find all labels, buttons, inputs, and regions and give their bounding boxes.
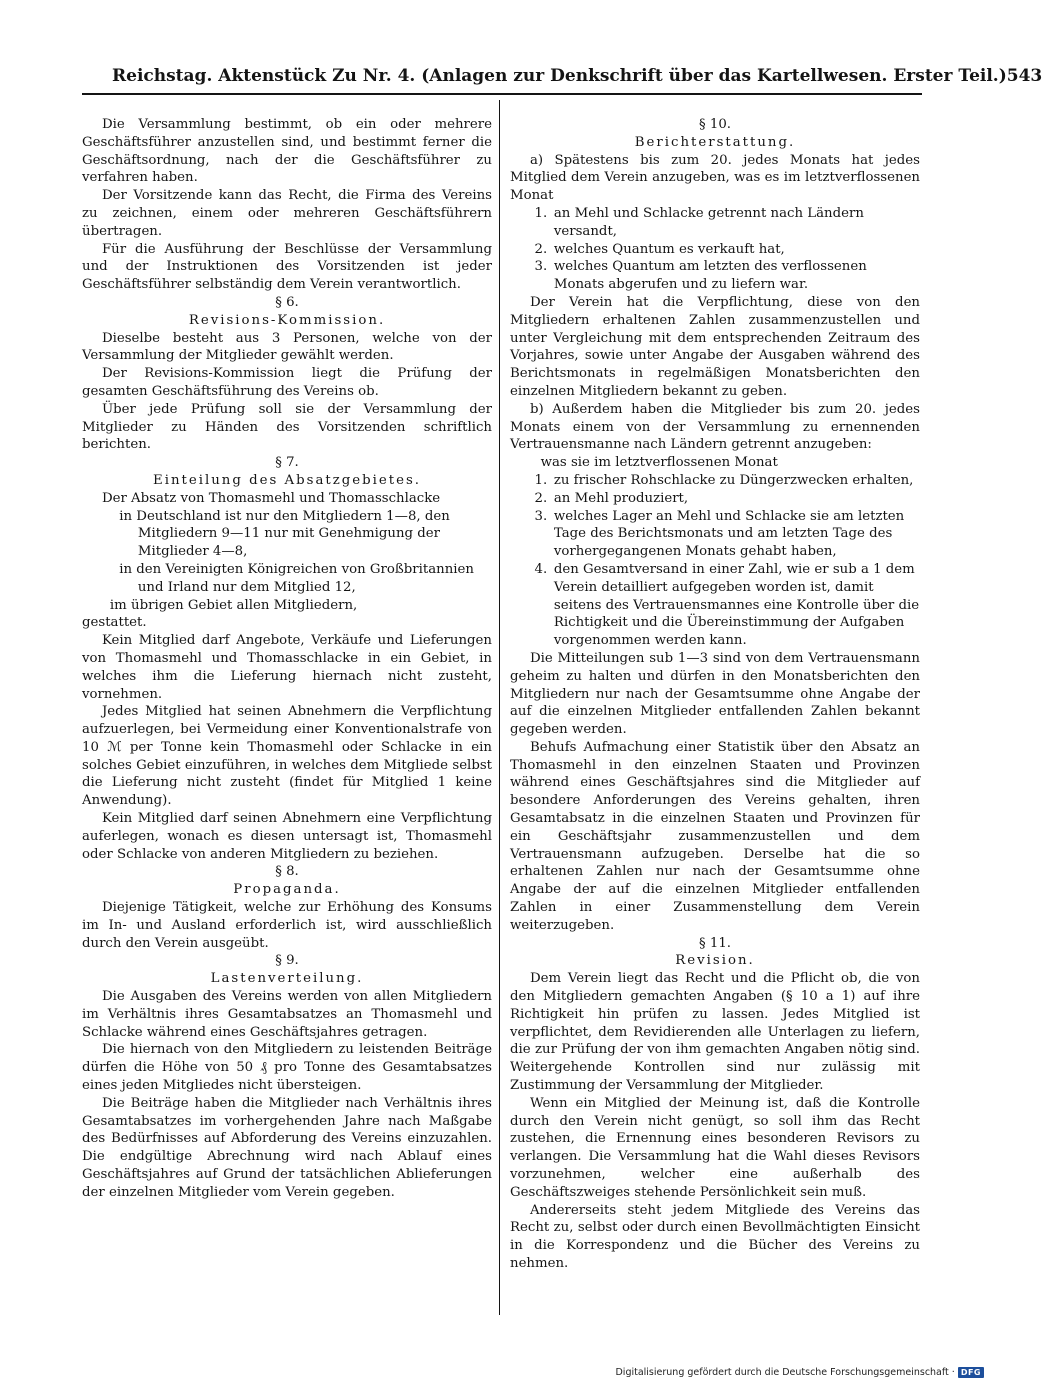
territory-item: im übrigen Gebiet allen Mitgliedern, <box>109 597 358 613</box>
paragraph: Der Vorsitzende kann das Recht, die Firma des Vereins zu zeichnen, einem oder mehreren Geschäftsführern übertragen. <box>82 188 492 239</box>
section-number: § 8. <box>275 864 299 880</box>
section-number: § 9. <box>275 953 299 969</box>
territory-item: in Deutschland ist nur den Mitgliedern 1—8, den <box>119 508 450 524</box>
section-number: § 10. <box>698 117 732 132</box>
paragraph: Wenn ein Mitglied der Meinung ist, daß die Kontrolle durch den Verein nicht genügt, so soll ihm das Recht zustehen, die Ernennung eines besonderen Revisors zu verlangen. Die Versammlung hat die Wahl dieses Revisors vorzunehmen, welcher eine außerhalb des Geschäftszweiges stehende Persönlichkeit sein muß. <box>510 1095 920 1200</box>
digitization-credit <box>615 1367 984 1378</box>
list-item: 3. welches Quantum am letzten des verflossenen Monats abgerufen und zu liefern war. <box>534 259 867 293</box>
section-number: § 11. <box>698 935 732 951</box>
running-title: Reichstag. Aktenstück Zu Nr. 4. (Anlagen zur Denkschrift über das Kartellwesen. Erster Teil.) <box>112 66 1007 86</box>
paragraph: Behufs Aufmachung einer Statistik über den Absatz an Thomasmehl in den einzelnen Staaten und Provinzen während eines Geschäftsjahres sind die Mitglieder auf besondere Anforderungen des Vereins gehalten, ihren Gesamtabsatz in die einzelnen Staaten und Provinzen für ein Geschäftsjahr zusammenzustellen und dem Vertrauensmann aufzugeben. Derselbe hat die so erhaltenen Zahlen nur nach der Gesamtsumme ohne Angabe der auf die einzelnen Mitglieder entfallenden Zahlen in einer Zusammenstellung dem Verein weiterzugeben. <box>510 739 920 933</box>
list-item: 1. zu frischer Rohschlacke zu Düngerzwecken erhalten, <box>534 472 914 488</box>
section-title: Lastenverteilung. <box>210 971 364 987</box>
paragraph: Dieselbe besteht aus 3 Personen, welche von der Versammlung der Mitglieder gewählt werden. <box>82 330 492 364</box>
column-divider <box>499 100 500 1315</box>
paragraph: Kein Mitglied darf seinen Abnehmern eine Verpflichtung auferlegen, wonach es diesen untersagt ist, Thomasmehl oder Schlacke von anderen Mitgliedern zu beziehen. <box>82 811 492 862</box>
list-item: 4. den Gesamtversand in einer Zahl, wie er sub a 1 dem Verein detailliert aufgegeben worden ist, damit seitens des Vertrauensmannes eine Kontrolle über die Richtigkeit und die Übereinstimmung der Aufgaben vorgenommen werden kann. <box>534 561 920 649</box>
paragraph: Der Revisions-Kommission liegt die Prüfung der gesamten Geschäftsführung des Vereins ob. <box>82 366 492 399</box>
paragraph: Diejenige Tätigkeit, welche zur Erhöhung des Konsums im In- und Ausland erforderlich ist, wird ausschließlich durch den Verein ausgeübt. <box>82 900 492 951</box>
report-list-b <box>510 472 920 650</box>
paragraph: Der Absatz von Thomasmehl und Thomasschlacke <box>101 490 441 506</box>
section-title: Revisions-Kommission. <box>188 312 386 328</box>
paragraph: Jedes Mitglied hat seinen Abnehmern die Verpflichtung aufzuerlegen, bei Vermeidung einer Konventionalstrafe von 10 ℳ per Tonne kein Thomasmehl oder Schlacke in ein solches Gebiet einzuführen, in welches dem Mitgliede selbst die Lieferung nicht zusteht (findet für Mitglied 1 keine Anwendung). <box>82 704 492 809</box>
paragraph: Dem Verein liegt das Recht und die Pflicht ob, die von den Mitgliedern gemachten Angaben (§ 10 a 1) auf ihre Richtigkeit hin prüfen zu lassen. Jedes Mitglied ist verpflichtet, dem Revidierenden alle Unterlagen zu liefern, die zur Prüfung der von ihm gemachten Angaben nötig sind. Weitergehende Kontrollen sind nur zulässig mit Zustimmung der Versammlung der Mitglieder. <box>510 971 920 1094</box>
territory-item-continued: und Irland nur dem Mitglied 12, <box>137 579 356 595</box>
paragraph: gestattet. <box>82 615 147 631</box>
paragraph: Die Mitteilungen sub 1—3 sind von dem Vertrauensmann geheim zu halten und dürfen in den Monatsberichten den Mitgliedern nur nach der Gesamtsumme ohne Angabe der auf die einzelnen Mitglieder entfallenden Zahlen bekannt gegeben werden. <box>510 650 920 738</box>
left-column <box>82 116 492 1202</box>
paragraph: Der Verein hat die Verpflichtung, diese von den Mitgliedern erhaltenen Zahlen zusammenzustellen und unter Vergleichung mit dem entsprechenden Zeitraum des Vorjahres, sowie unter Angabe der Ausgaben während des Berichtsmonats in regelmäßigen Monatsberichten den einzelnen Mitgliedern bekannt zu geben. <box>510 294 920 399</box>
list-item: 2. welches Quantum es verkauft hat, <box>534 241 785 257</box>
paragraph: was sie im letztverflossenen Monat <box>540 455 778 471</box>
section-title: Einteilung des Absatzgebietes. <box>152 472 422 488</box>
paragraph: a) Spätestens bis zum 20. jedes Monats hat jedes Mitglied dem Verein anzugeben, was es im letztverflossenen Monat <box>510 152 920 204</box>
paragraph: Andererseits steht jedem Mitgliede des Vereins das Recht zu, selbst oder durch einen Bevollmächtigten Einsicht in die Korrespondenz und die Bücher des Vereins zu nehmen. <box>510 1202 920 1271</box>
paragraph: Über jede Prüfung soll sie der Versammlung der Mitglieder zu Händen des Vorsitzenden schriftlich berichten. <box>82 401 492 453</box>
paragraph: Für die Ausführung der Beschlüsse der Versammlung und der Instruktionen des Vorsitzenden ist jeder Geschäftsführer selbständig dem Verein verantwortlich. <box>82 241 492 293</box>
paragraph: Kein Mitglied darf Angebote, Verkäufe und Lieferungen von Thomasmehl und Thomasschlacke in ein Gebiet, in welches ihm die Lieferung hiernach nicht zusteht, vornehmen. <box>82 633 492 702</box>
list-item: 2. an Mehl produziert, <box>534 490 689 506</box>
section-number: § 6. <box>275 294 299 310</box>
dfg-logo-icon: DFG <box>958 1367 984 1378</box>
paragraph: Die hiernach von den Mitgliedern zu leistenden Beiträge dürfen die Höhe von 50 ₰ pro Tonne des Gesamtabsatzes eines jeden Mitgliedes nicht übersteigen. <box>82 1042 492 1094</box>
right-column <box>510 116 920 1273</box>
list-item: 1. an Mehl und Schlacke getrennt nach Ländern versandt, <box>534 205 864 239</box>
paragraph: Die Beiträge haben die Mitglieder nach Verhältnis ihres Gesamtabsatzes im vorhergehenden Jahre nach Maßgabe des Bedürfnisses auf Abforderung des Vereins einzuzahlen. Die endgültige Abrechnung wird nach Ablauf eines Geschäftsjahres auf Grund der tatsächlichen Ablieferungen der einzelnen Mitglieder vom Verein gegeben. <box>82 1095 492 1200</box>
paragraph: Die Versammlung bestimmt, ob ein oder mehrere Geschäftsführer anzustellen sind, und bestimmt ferner die Geschäftsordnung, nach der die Geschäftsführer zu verfahren haben. <box>82 117 492 186</box>
credit-text: Digitalisierung gefördert durch die Deutsche Forschungsgemeinschaft · <box>615 1367 955 1378</box>
paragraph: Die Ausgaben des Vereins werden von allen Mitgliedern im Verhältnis ihres Gesamtabsatzes an Thomasmehl und Schlacke während eines Geschäftsjahres getragen. <box>82 989 492 1040</box>
header-rule <box>82 93 922 95</box>
territory-list <box>82 508 492 615</box>
section-title: Propaganda. <box>233 882 341 898</box>
territory-item-continued: Mitgliedern 9—11 nur mit Genehmigung der Mitglieder 4—8, <box>137 526 440 560</box>
page-number: 543 <box>1006 66 1042 86</box>
section-title: Berichterstattung. <box>634 134 796 150</box>
list-item: 3. welches Lager an Mehl und Schlacke sie am letzten Tage des Berichtsmonats und am letzten Tage des vorhergegangenen Monats gehabt haben, <box>534 508 905 560</box>
section-number: § 7. <box>275 455 299 471</box>
paragraph: b) Außerdem haben die Mitglieder bis zum 20. jedes Monats einem von der Versammlung zu ernennenden Vertrauensmanne nach Ländern getrennt anzugeben: <box>510 401 920 453</box>
running-header <box>112 62 1042 90</box>
report-list-a <box>510 205 920 294</box>
territory-item: in den Vereinigten Königreichen von Großbritannien <box>119 561 474 577</box>
section-title: Revision. <box>675 953 755 969</box>
